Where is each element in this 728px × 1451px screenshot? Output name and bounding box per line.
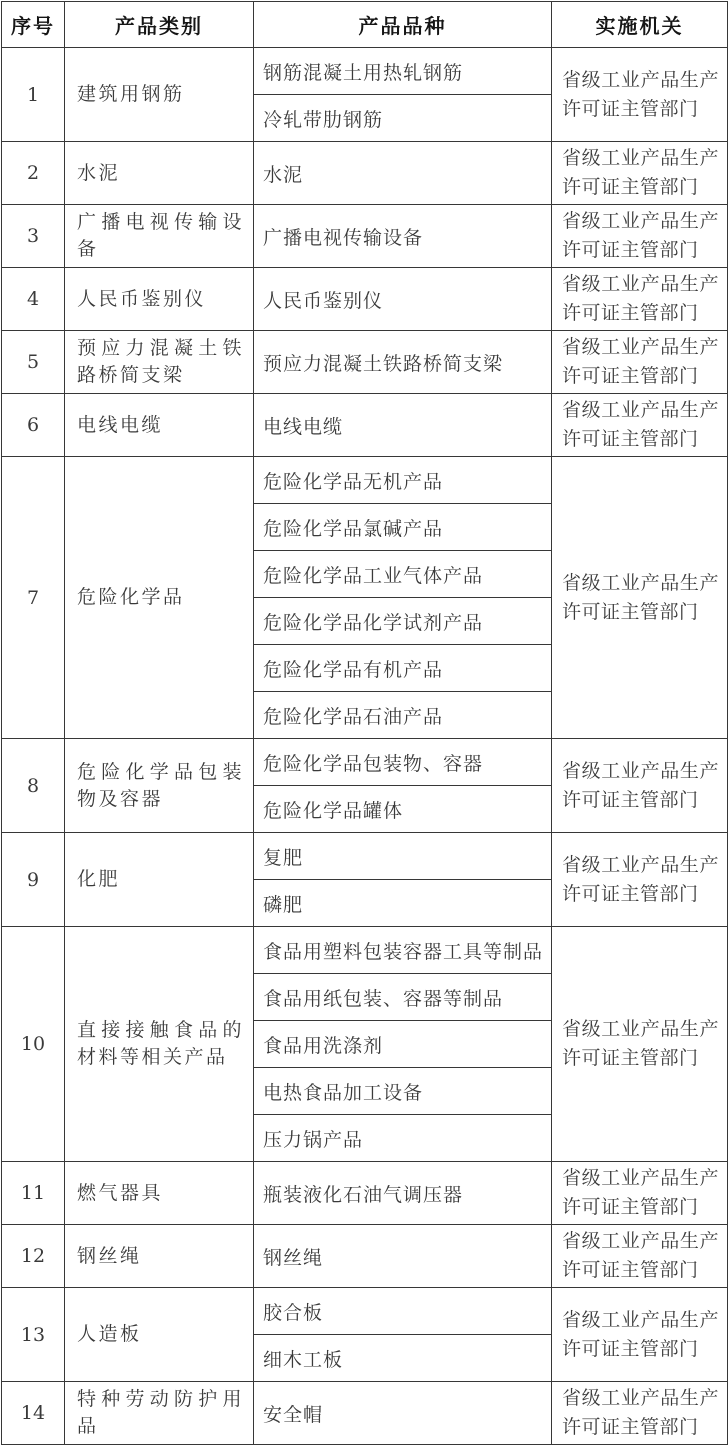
category-cell: 广播电视传输设备 bbox=[65, 205, 254, 268]
variety-cell: 电热食品加工设备 bbox=[254, 1068, 552, 1115]
row-number-cell: 4 bbox=[2, 268, 65, 331]
variety-cell: 危险化学品工业气体产品 bbox=[254, 551, 552, 598]
category-cell: 特种劳动防护用品 bbox=[65, 1382, 254, 1445]
row-number-cell: 9 bbox=[2, 833, 65, 927]
row-number-cell: 1 bbox=[2, 48, 65, 142]
header-product-category: 产品类别 bbox=[65, 2, 254, 48]
table-body bbox=[2, 48, 728, 1445]
agency-cell: 省级工业产品生产许可证主管部门 bbox=[552, 927, 728, 1162]
variety-cell: 食品用纸包装、容器等制品 bbox=[254, 974, 552, 1021]
table-row bbox=[2, 331, 728, 394]
variety-cell: 广播电视传输设备 bbox=[254, 205, 552, 268]
category-cell: 人民币鉴别仪 bbox=[65, 268, 254, 331]
variety-cell: 水泥 bbox=[254, 142, 552, 205]
variety-cell: 危险化学品石油产品 bbox=[254, 692, 552, 739]
table-row bbox=[2, 142, 728, 205]
variety-cell: 瓶装液化石油气调压器 bbox=[254, 1162, 552, 1225]
category-cell: 危险化学品 bbox=[65, 457, 254, 739]
table-header bbox=[2, 2, 728, 48]
category-cell: 水泥 bbox=[65, 142, 254, 205]
agency-cell: 省级工业产品生产许可证主管部门 bbox=[552, 1288, 728, 1382]
category-cell: 建筑用钢筋 bbox=[65, 48, 254, 142]
variety-cell: 危险化学品无机产品 bbox=[254, 457, 552, 504]
table-row bbox=[2, 1382, 728, 1445]
category-cell: 电线电缆 bbox=[65, 394, 254, 457]
agency-cell: 省级工业产品生产许可证主管部门 bbox=[552, 268, 728, 331]
table-row bbox=[2, 205, 728, 268]
table-row bbox=[2, 1225, 728, 1288]
table-row bbox=[2, 927, 728, 974]
agency-cell: 省级工业产品生产许可证主管部门 bbox=[552, 331, 728, 394]
header-implementing-agency: 实施机关 bbox=[552, 2, 728, 48]
row-number-cell: 10 bbox=[2, 927, 65, 1162]
row-number-cell: 14 bbox=[2, 1382, 65, 1445]
table-row bbox=[2, 457, 728, 504]
category-cell: 人造板 bbox=[65, 1288, 254, 1382]
header-row bbox=[2, 2, 728, 48]
table-row bbox=[2, 268, 728, 331]
table-row bbox=[2, 394, 728, 457]
variety-cell: 危险化学品化学试剂产品 bbox=[254, 598, 552, 645]
variety-cell: 冷轧带肋钢筋 bbox=[254, 95, 552, 142]
row-number-cell: 2 bbox=[2, 142, 65, 205]
row-number-cell: 13 bbox=[2, 1288, 65, 1382]
variety-cell: 危险化学品罐体 bbox=[254, 786, 552, 833]
category-cell: 直接接触食品的材料等相关产品 bbox=[65, 927, 254, 1162]
variety-cell: 危险化学品包装物、容器 bbox=[254, 739, 552, 786]
row-number-cell: 11 bbox=[2, 1162, 65, 1225]
variety-cell: 电线电缆 bbox=[254, 394, 552, 457]
agency-cell: 省级工业产品生产许可证主管部门 bbox=[552, 833, 728, 927]
product-license-table bbox=[1, 1, 728, 1445]
variety-cell: 食品用洗涤剂 bbox=[254, 1021, 552, 1068]
agency-cell: 省级工业产品生产许可证主管部门 bbox=[552, 48, 728, 142]
table-row bbox=[2, 48, 728, 95]
row-number-cell: 5 bbox=[2, 331, 65, 394]
agency-cell: 省级工业产品生产许可证主管部门 bbox=[552, 457, 728, 739]
row-number-cell: 8 bbox=[2, 739, 65, 833]
variety-cell: 细木工板 bbox=[254, 1335, 552, 1382]
row-number-cell: 3 bbox=[2, 205, 65, 268]
category-cell: 预应力混凝土铁路桥简支梁 bbox=[65, 331, 254, 394]
variety-cell: 危险化学品氯碱产品 bbox=[254, 504, 552, 551]
agency-cell: 省级工业产品生产许可证主管部门 bbox=[552, 142, 728, 205]
category-cell: 危险化学品包装物及容器 bbox=[65, 739, 254, 833]
agency-cell: 省级工业产品生产许可证主管部门 bbox=[552, 205, 728, 268]
variety-cell: 危险化学品有机产品 bbox=[254, 645, 552, 692]
agency-cell: 省级工业产品生产许可证主管部门 bbox=[552, 394, 728, 457]
header-product-variety: 产品品种 bbox=[254, 2, 552, 48]
variety-cell: 胶合板 bbox=[254, 1288, 552, 1335]
variety-cell: 钢丝绳 bbox=[254, 1225, 552, 1288]
variety-cell: 安全帽 bbox=[254, 1382, 552, 1445]
variety-cell: 压力锅产品 bbox=[254, 1115, 552, 1162]
agency-cell: 省级工业产品生产许可证主管部门 bbox=[552, 1225, 728, 1288]
variety-cell: 磷肥 bbox=[254, 880, 552, 927]
variety-cell: 钢筋混凝土用热轧钢筋 bbox=[254, 48, 552, 95]
variety-cell: 食品用塑料包装容器工具等制品 bbox=[254, 927, 552, 974]
variety-cell: 预应力混凝土铁路桥简支梁 bbox=[254, 331, 552, 394]
category-cell: 燃气器具 bbox=[65, 1162, 254, 1225]
table-row bbox=[2, 1162, 728, 1225]
agency-cell: 省级工业产品生产许可证主管部门 bbox=[552, 1382, 728, 1445]
table-row bbox=[2, 1288, 728, 1335]
header-serial-number: 序号 bbox=[2, 2, 65, 48]
table-row bbox=[2, 833, 728, 880]
agency-cell: 省级工业产品生产许可证主管部门 bbox=[552, 739, 728, 833]
row-number-cell: 6 bbox=[2, 394, 65, 457]
variety-cell: 复肥 bbox=[254, 833, 552, 880]
category-cell: 化肥 bbox=[65, 833, 254, 927]
variety-cell: 人民币鉴别仪 bbox=[254, 268, 552, 331]
agency-cell: 省级工业产品生产许可证主管部门 bbox=[552, 1162, 728, 1225]
table-row bbox=[2, 739, 728, 786]
row-number-cell: 12 bbox=[2, 1225, 65, 1288]
row-number-cell: 7 bbox=[2, 457, 65, 739]
category-cell: 钢丝绳 bbox=[65, 1225, 254, 1288]
